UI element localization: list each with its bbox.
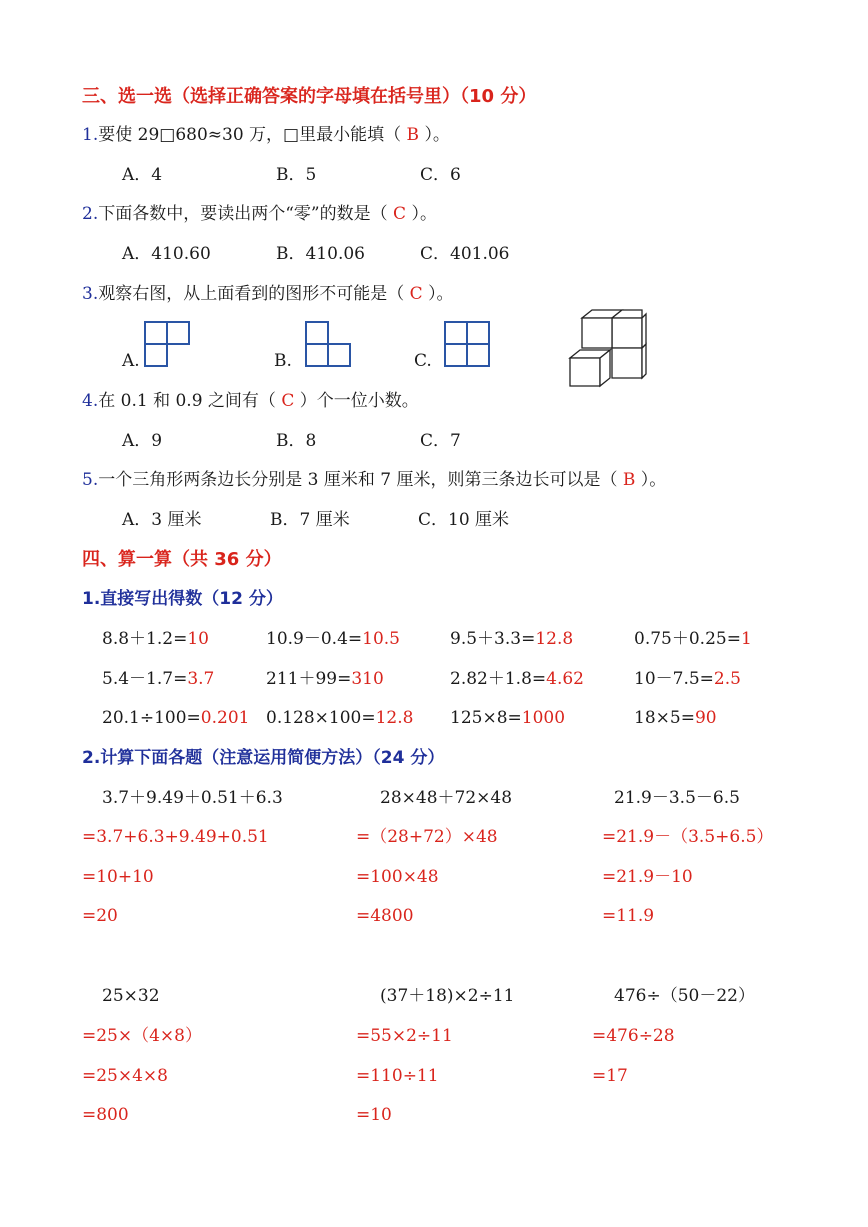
- question-suffix: ）个一位小数。: [299, 391, 419, 411]
- option-b: B．5: [276, 165, 317, 185]
- section-4-title: 四、算一算（共 36 分）: [82, 549, 282, 570]
- option-c: C．7: [420, 431, 461, 451]
- mental-calc-item: 9.5＋3.3=12.8: [450, 629, 574, 649]
- option-b: B.: [274, 351, 292, 371]
- section-3-title: 三、选一选（选择正确答案的字母填在括号里）（10 分）: [82, 86, 537, 107]
- question-number: 5.: [82, 470, 99, 490]
- mental-calc-item: 10.9－0.4=10.5: [266, 629, 400, 649]
- option-a: A．3 厘米: [122, 510, 202, 530]
- top-view-figure-c: [444, 321, 494, 369]
- solution-step: =800: [82, 1105, 129, 1125]
- mental-calc-item: 125×8=1000: [450, 708, 566, 728]
- answer: C: [393, 204, 407, 224]
- part-1-title: 1.直接写出得数（12 分）: [82, 589, 283, 609]
- question-text: 一个三角形两条边长分别是 3 厘米和 7 厘米，则第三条边长可以是（: [98, 470, 618, 490]
- question-suffix: ）。: [428, 284, 454, 304]
- solution-step: =25×4×8: [82, 1066, 168, 1086]
- mental-calc-item: 211＋99=310: [266, 669, 384, 689]
- option-b: B．8: [276, 431, 317, 451]
- option-a: A．4: [122, 165, 163, 185]
- option-a: A.: [122, 351, 140, 371]
- answer: C: [281, 391, 295, 411]
- mental-calc-item: 20.1÷100=0.201: [102, 708, 250, 728]
- problem-expression: 28×48＋72×48: [380, 788, 513, 808]
- option-c: C．6: [420, 165, 461, 185]
- mental-calc-item: 5.4－1.7=3.7: [102, 669, 215, 689]
- solution-step: =100×48: [356, 867, 439, 887]
- question-suffix: ）。: [424, 125, 450, 145]
- cube-stack-illustration: [566, 310, 648, 390]
- question-number: 3.: [82, 284, 99, 304]
- top-view-figure-b: [305, 321, 355, 369]
- question-number: 1.: [82, 125, 99, 145]
- problem-expression: 21.9－3.5－6.5: [614, 788, 740, 808]
- question-5: [82, 472, 666, 489]
- answer: B: [622, 470, 636, 490]
- option-c: C．401.06: [420, 244, 510, 264]
- option-b: B．410.06: [276, 244, 365, 264]
- solution-step: =110÷11: [356, 1066, 439, 1086]
- solution-step: =4800: [356, 906, 414, 926]
- problem-expression: (37＋18)×2÷11: [380, 986, 515, 1006]
- solution-step: =17: [592, 1066, 628, 1086]
- solution-step: =25×（4×8）: [82, 1026, 202, 1046]
- question-text: 观察右图，从上面看到的图形不可能是（: [98, 284, 405, 304]
- solution-step: =21.9－10: [602, 867, 693, 887]
- option-a: A．9: [122, 431, 163, 451]
- problem-expression: 3.7＋9.49＋0.51＋6.3: [102, 788, 283, 808]
- top-view-figure-a: [144, 321, 192, 369]
- option-a: A．410.60: [122, 244, 211, 264]
- question-text: 下面各数中，要读出两个“零”的数是（: [98, 204, 388, 224]
- answer: C: [409, 284, 423, 304]
- question-4: [82, 393, 419, 410]
- mental-calc-item: 10－7.5=2.5: [634, 669, 741, 689]
- solution-step: =3.7+6.3+9.49+0.51: [82, 827, 269, 847]
- question-number: 2.: [82, 204, 99, 224]
- question-text: 要使 29□680≈30 万，□里最小能填（: [98, 125, 402, 145]
- problem-expression: 476÷（50－22）: [614, 986, 755, 1006]
- mental-calc-item: 2.82＋1.8=4.62: [450, 669, 584, 689]
- question-suffix: ）。: [411, 204, 437, 224]
- solution-step: =21.9－（3.5+6.5）: [602, 827, 774, 847]
- solution-step: =20: [82, 906, 118, 926]
- question-1: [82, 127, 450, 144]
- question-3: [82, 286, 454, 303]
- option-b: B．7 厘米: [270, 510, 350, 530]
- answer: B: [406, 125, 420, 145]
- question-text: 在 0.1 和 0.9 之间有（: [98, 391, 276, 411]
- solution-step: =55×2÷11: [356, 1026, 453, 1046]
- option-c: C.: [414, 351, 432, 371]
- solution-step: =476÷28: [592, 1026, 675, 1046]
- solution-step: =（28+72）×48: [356, 827, 498, 847]
- solution-step: =10+10: [82, 867, 154, 887]
- mental-calc-item: 0.75＋0.25=1: [634, 629, 752, 649]
- solution-step: =10: [356, 1105, 392, 1125]
- question-number: 4.: [82, 391, 99, 411]
- option-c: C．10 厘米: [418, 510, 510, 530]
- problem-expression: 25×32: [102, 986, 160, 1006]
- mental-calc-item: 8.8＋1.2=10: [102, 629, 209, 649]
- mental-calc-item: 18×5=90: [634, 708, 717, 728]
- part-2-title: 2.计算下面各题（注意运用简便方法）（24 分）: [82, 748, 445, 768]
- question-suffix: ）。: [640, 470, 667, 490]
- solution-step: =11.9: [602, 906, 655, 926]
- mental-calc-item: 0.128×100=12.8: [266, 708, 414, 728]
- question-2: [82, 206, 437, 223]
